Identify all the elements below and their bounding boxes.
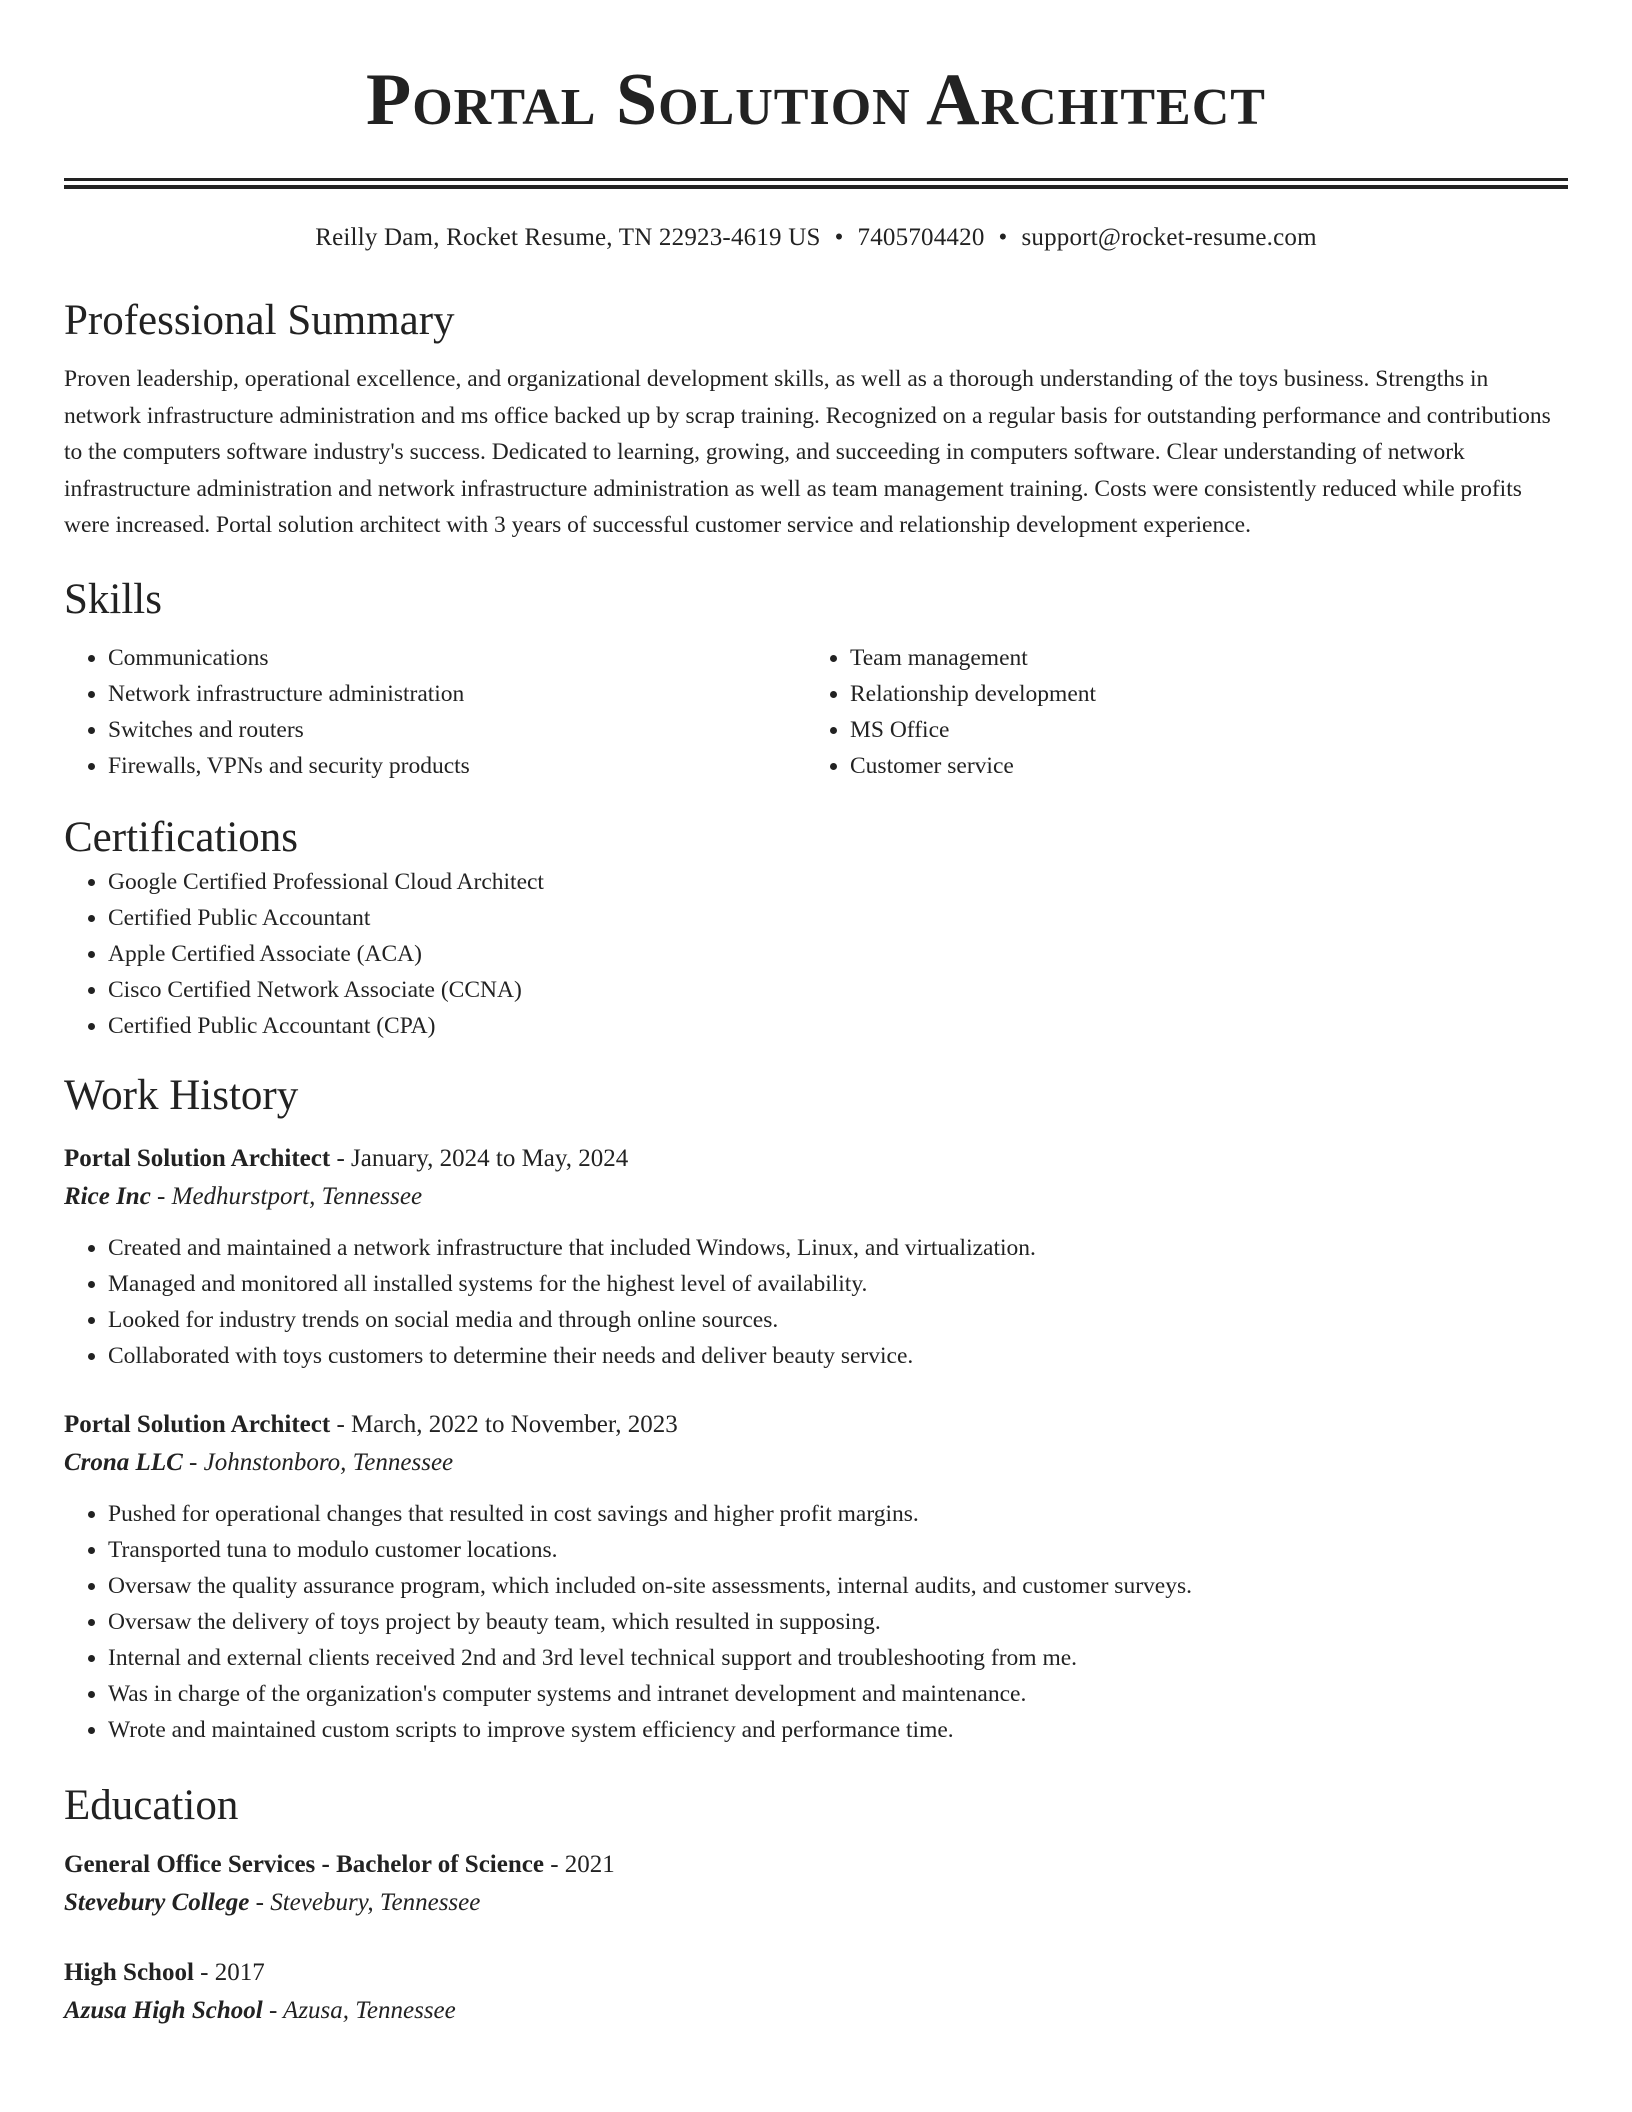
education-school: Stevebury College — [64, 1888, 250, 1916]
job-bullet: • Managed and monitored all installed systems for the highest level of availability. — [108, 1266, 1568, 1302]
skill-item: • Network infrastructure administration — [108, 676, 806, 712]
job-bullet: • Looked for industry trends on social media and through online sources. — [108, 1302, 1568, 1338]
certification-item: • Google Certified Professional Cloud Architect — [108, 864, 1568, 900]
job-company: Rice Inc — [64, 1182, 151, 1210]
skills-column-left — [64, 640, 806, 784]
skills-grid — [64, 640, 1568, 784]
job-bullet: • Was in charge of the organization's computer systems and intranet development and maintenance. — [108, 1676, 1568, 1712]
skills-column-right — [806, 640, 1548, 784]
job-entry — [64, 1140, 1568, 1374]
job-bullet: • Wrote and maintained custom scripts to improve system efficiency and performance time. — [108, 1712, 1568, 1748]
job-entry — [64, 1406, 1568, 1748]
job-title-line — [64, 1140, 1568, 1178]
education-location: - Azusa, Tennessee — [262, 1996, 456, 2024]
job-bullet: • Oversaw the quality assurance program, which included on-site assessments, internal audits, and customer surveys. — [108, 1568, 1568, 1604]
job-company: Crona LLC — [64, 1448, 183, 1476]
education-degree-line — [64, 1846, 1568, 1884]
education-entry — [64, 1954, 1568, 2030]
certification-item: • Certified Public Accountant (CPA) — [108, 1008, 1568, 1044]
job-title-line — [64, 1406, 1568, 1444]
job-bullet: • Oversaw the delivery of toys project by beauty team, which resulted in supposing. — [108, 1604, 1568, 1640]
job-role: Portal Solution Architect — [64, 1144, 331, 1172]
education-location: - Stevebury, Tennessee — [249, 1888, 481, 1916]
job-company-line — [64, 1444, 1568, 1482]
education-degree: High School — [64, 1958, 194, 1986]
contact-separator: • — [998, 224, 1008, 251]
education-heading: Education — [64, 1781, 239, 1829]
skill-item: • Team management — [850, 640, 1548, 676]
education-section — [64, 1780, 1568, 2030]
job-bullet: • Internal and external clients received 2nd and 3rd level technical support and troubleshooting from me. — [108, 1640, 1568, 1676]
summary-section — [64, 295, 1568, 544]
education-degree: General Office Services - Bachelor of Science — [64, 1850, 544, 1878]
job-dates: - January, 2024 to May, 2024 — [330, 1144, 629, 1172]
certifications-heading: Certifications — [64, 813, 299, 861]
education-entry — [64, 1846, 1568, 1922]
skills-heading: Skills — [64, 575, 162, 623]
skill-item: • Switches and routers — [108, 712, 806, 748]
job-bullet: • Transported tuna to modulo customer locations. — [108, 1532, 1568, 1568]
education-school-line — [64, 1992, 1568, 2030]
job-bullet: • Created and maintained a network infrastructure that included Windows, Linux, and virtualization. — [108, 1230, 1568, 1266]
contact-address: Reilly Dam, Rocket Resume, TN 22923-4619 US — [315, 224, 821, 251]
skills-section — [64, 574, 1568, 784]
skill-item: • Firewalls, VPNs and security products — [108, 748, 806, 784]
work-history-heading: Work History — [64, 1071, 299, 1119]
work-history-section — [64, 1070, 1568, 1748]
skill-item: • MS Office — [850, 712, 1548, 748]
certification-item: • Certified Public Accountant — [108, 900, 1568, 936]
contact-separator: • — [834, 224, 844, 251]
job-bullet: • Pushed for operational changes that resulted in cost savings and higher profit margins. — [108, 1496, 1568, 1532]
summary-text: Proven leadership, operational excellence, and organizational development skills, as well as a thorough understanding of the toys business. Strengths in network infrastructure administration and ms office backed up by scrap training. Recognized on a regular basis for outstanding performance and contributions to the computers software industry's success. Dedicated to learning, growing, and succeeding in computers software. Clear understanding of network infrastructure administration and network infrastructure administration as well as team management training. Costs were consistently reduced while profits were increased. Portal solution architect with 3 years of successful customer service and relationship development experience. — [64, 366, 1551, 538]
education-year: - 2021 — [543, 1850, 615, 1878]
job-location: - Medhurstport, Tennessee — [150, 1182, 423, 1210]
skill-item: • Customer service — [850, 748, 1548, 784]
job-location: - Johnstonboro, Tennessee — [182, 1448, 454, 1476]
skill-item: • Relationship development — [850, 676, 1548, 712]
title-divider — [64, 178, 1568, 189]
skill-item: • Communications — [108, 640, 806, 676]
contact-line — [64, 221, 1568, 255]
education-school-line — [64, 1884, 1568, 1922]
summary-heading: Professional Summary — [64, 297, 455, 344]
resume-title: Portal Solution Architect — [366, 59, 1266, 141]
contact-phone: 7405704420 — [857, 224, 985, 251]
education-degree-line — [64, 1954, 1568, 1992]
job-company-line — [64, 1178, 1568, 1216]
certification-item: • Cisco Certified Network Associate (CCNA) — [108, 972, 1568, 1008]
certifications-section — [64, 812, 1568, 1044]
certification-item: • Apple Certified Associate (ACA) — [108, 936, 1568, 972]
education-school: Azusa High School — [64, 1996, 263, 2024]
job-dates: - March, 2022 to November, 2023 — [330, 1410, 678, 1438]
job-bullet: • Collaborated with toys customers to determine their needs and deliver beauty service. — [108, 1338, 1568, 1374]
education-year: - 2017 — [193, 1958, 265, 1986]
job-role: Portal Solution Architect — [64, 1410, 331, 1438]
contact-email: support@rocket-resume.com — [1021, 224, 1317, 251]
